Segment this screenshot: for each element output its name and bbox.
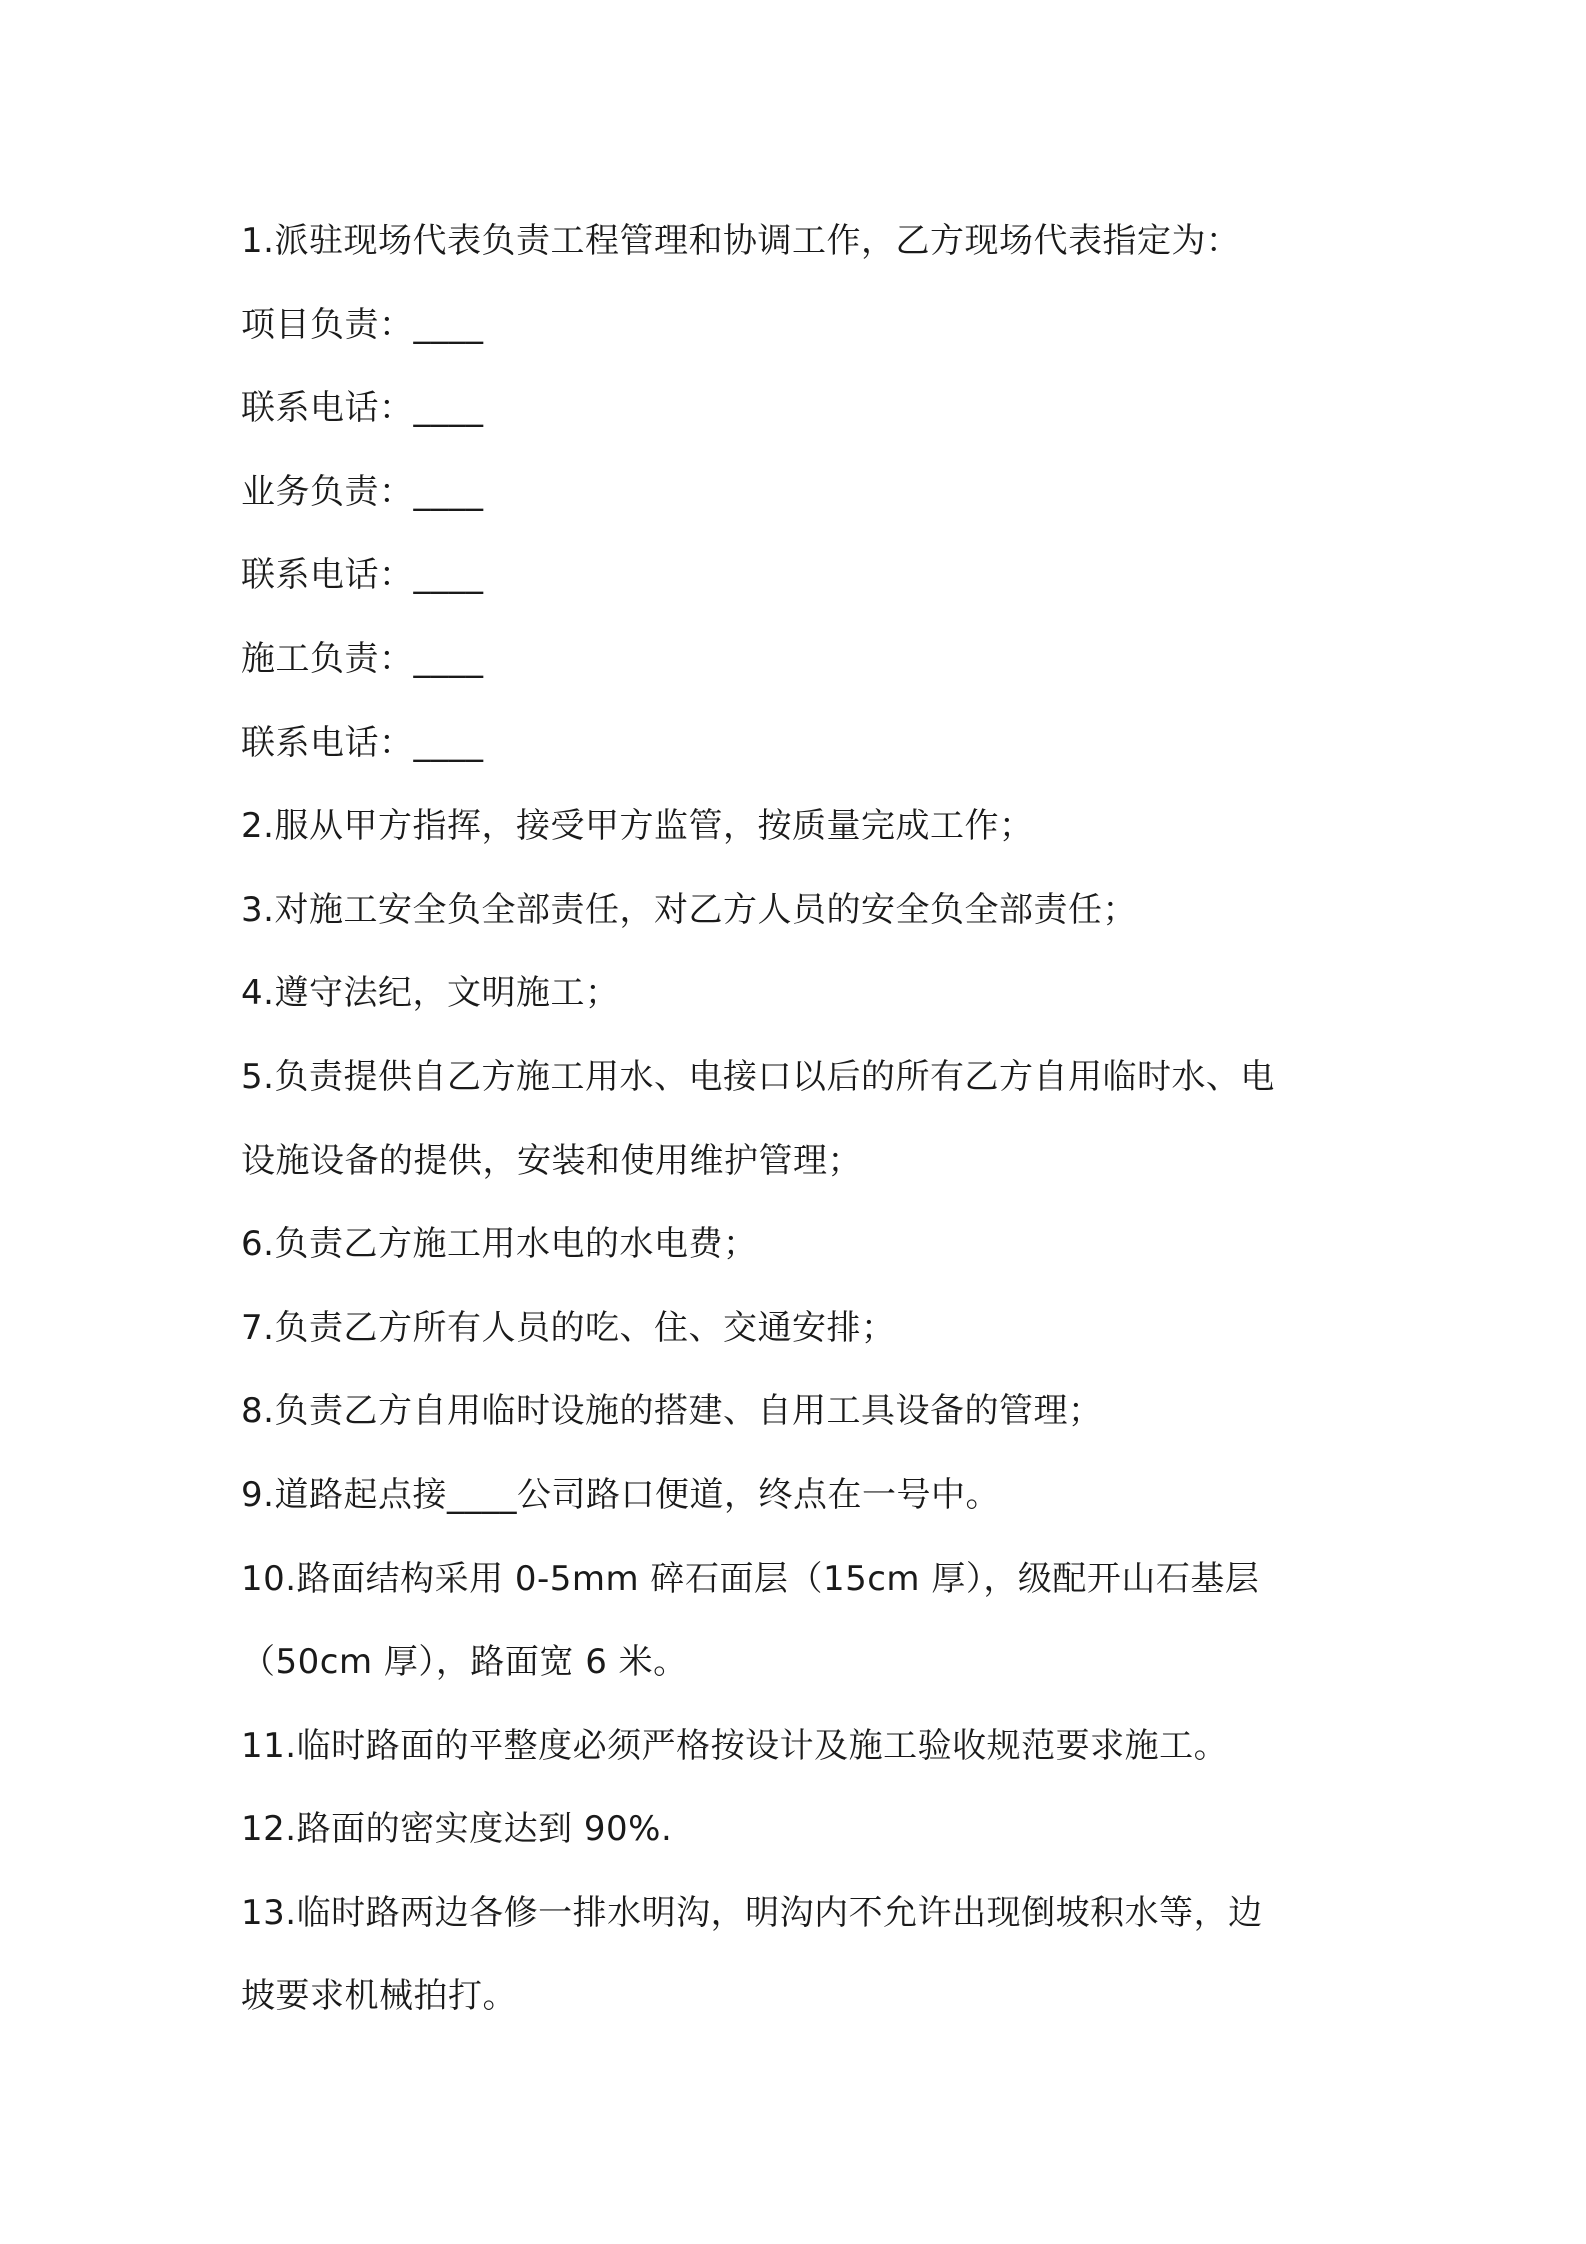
document-body <box>241 200 1361 2039</box>
item-11-flatness: 11.临时路面的平整度必须严格按设计及施工验收规范要求施工。 <box>241 1725 1229 1766</box>
item-2-obey-command: 2.服从甲方指挥，接受甲方监管，按质量完成工作； <box>241 806 1034 847</box>
item-3-safety-responsibility: 3.对施工安全负全部责任，对乙方人员的安全负全部责任； <box>241 889 1137 930</box>
item-13-drainage-line-2: 坡要求机械拍打。 <box>241 1976 517 2017</box>
item-1-representative: 1.派驻现场代表负责工程管理和协调工作，乙方现场代表指定为： <box>241 221 1241 261</box>
item-9-road-start: 9.道路起点接____公司路口便道，终点在一号中。 <box>241 1474 1000 1515</box>
business-lead-phone-field: 联系电话：____ <box>241 555 484 596</box>
item-10-pavement-line-1: 10.路面结构采用 0-5mm 碎石面层（15cm 厚），级配开山石基层 <box>241 1558 1260 1599</box>
item-13-drainage-line-1: 13.临时路两边各修一排水明沟，明沟内不允许出现倒坡积水等，边 <box>241 1892 1263 1933</box>
item-7-accommodation: 7.负责乙方所有人员的吃、住、交通安排； <box>241 1307 896 1348</box>
item-4-obey-law: 4.遵守法纪，文明施工； <box>241 973 620 1014</box>
project-lead-field: 项目负责：____ <box>241 304 484 345</box>
item-5-utilities-line-1: 5.负责提供自乙方施工用水、电接口以后的所有乙方自用临时水、电 <box>241 1056 1275 1097</box>
construction-lead-phone-field: 联系电话：____ <box>241 722 484 763</box>
item-12-compaction: 12.路面的密实度达到 90%. <box>241 1809 673 1850</box>
construction-lead-field: 施工负责：____ <box>241 638 484 679</box>
item-10-pavement-line-2: （50cm 厚），路面宽 6 米。 <box>241 1642 688 1683</box>
item-8-temporary-facilities: 8.负责乙方自用临时设施的搭建、自用工具设备的管理； <box>241 1391 1103 1432</box>
item-6-utility-fees: 6.负责乙方施工用水电的水电费； <box>241 1224 758 1265</box>
item-5-utilities-line-2: 设施设备的提供，安装和使用维护管理； <box>241 1140 862 1181</box>
project-lead-phone-field: 联系电话：____ <box>241 388 484 429</box>
business-lead-field: 业务负责：____ <box>241 471 484 512</box>
